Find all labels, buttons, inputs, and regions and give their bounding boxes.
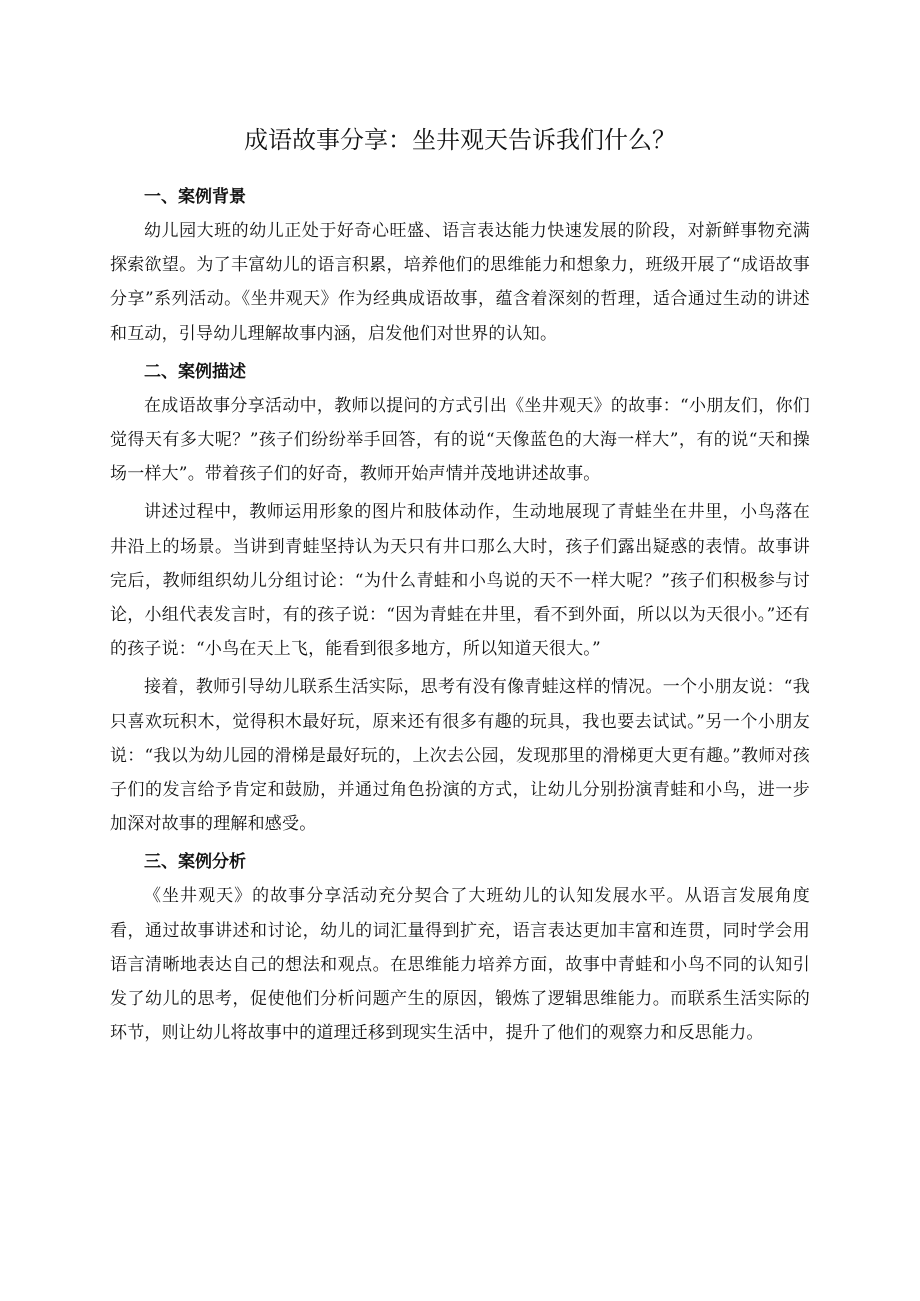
- page-title: 成语故事分享：坐井观天告诉我们什么？: [244, 126, 676, 154]
- paragraph: 接着，教师引导幼儿联系生活实际，思考有没有像青蛙这样的情况。一个小朋友说：“我只喜欢玩积木，觉得积木最好玩，原来还有很多有趣的玩具，我也要去试试。”另一个小朋友说：“我以为幼儿园的滑梯是最好玩的，上次去公园，发现那里的滑梯更大更有趣。”教师对孩子们的发言给予肯定和鼓励，并通过角色扮演的方式，让幼儿分别扮演青蛙和小鸟，进一步加深对故事的理解和感受。: [110, 677, 810, 835]
- section-background: [110, 180, 810, 351]
- section-analysis: [110, 845, 810, 1050]
- paragraph: 《坐井观天》的故事分享活动充分契合了大班幼儿的认知发展水平。从语言发展角度看，通过故事讲述和讨论，幼儿的词汇量得到扩充，语言表达更加丰富和连贯，同时学会用语言清晰地表达自己的想法和观点。在思维能力培养方面，故事中青蛙和小鸟不同的认知引发了幼儿的思考，促使他们分析问题产生的原因，锻炼了逻辑思维能力。而联系生活实际的环节，则让幼儿将故事中的道理迁移到现实生活中，提升了他们的观察力和反思能力。: [110, 886, 810, 1044]
- section-heading: 一、案例背景: [144, 187, 246, 207]
- section-heading: 三、案例分析: [144, 852, 246, 873]
- paragraph: 讲述过程中，教师运用形象的图片和肢体动作，生动地展现了青蛙坐在井里，小鸟落在井沿上的场景。当讲到青蛙坚持认为天只有井口那么大时，孩子们露出疑惑的表情。故事讲完后，教师组织幼儿分组讨论：“为什么青蛙和小鸟说的天不一样大呢？”孩子们积极参与讨论，小组代表发言时，有的孩子说：“因为青蛙在井里，看不到外面，所以以为天很小。”还有的孩子说：“小鸟在天上飞，能看到很多地方，所以知道天很大。”: [110, 502, 810, 660]
- paragraph: 在成语故事分享活动中，教师以提问的方式引出《坐井观天》的故事：“小朋友们，你们觉得天有多大呢？”孩子们纷纷举手回答，有的说“天像蓝色的大海一样大”，有的说“天和操场一样大”。带着孩子们的好奇，教师开始声情并茂地讲述故事。: [110, 395, 810, 485]
- section-description: [110, 355, 810, 842]
- document-body: [110, 180, 810, 1054]
- paragraph: 幼儿园大班的幼儿正处于好奇心旺盛、语言表达能力快速发展的阶段，对新鲜事物充满探索欲望。为了丰富幼儿的语言积累，培养他们的思维能力和想象力，班级开展了“成语故事分享”系列活动。《坐井观天》作为经典成语故事，蕴含着深刻的哲理，适合通过生动的讲述和互动，引导幼儿理解故事内涵，启发他们对世界的认知。: [110, 221, 810, 344]
- section-heading: 二、案例描述: [144, 361, 246, 382]
